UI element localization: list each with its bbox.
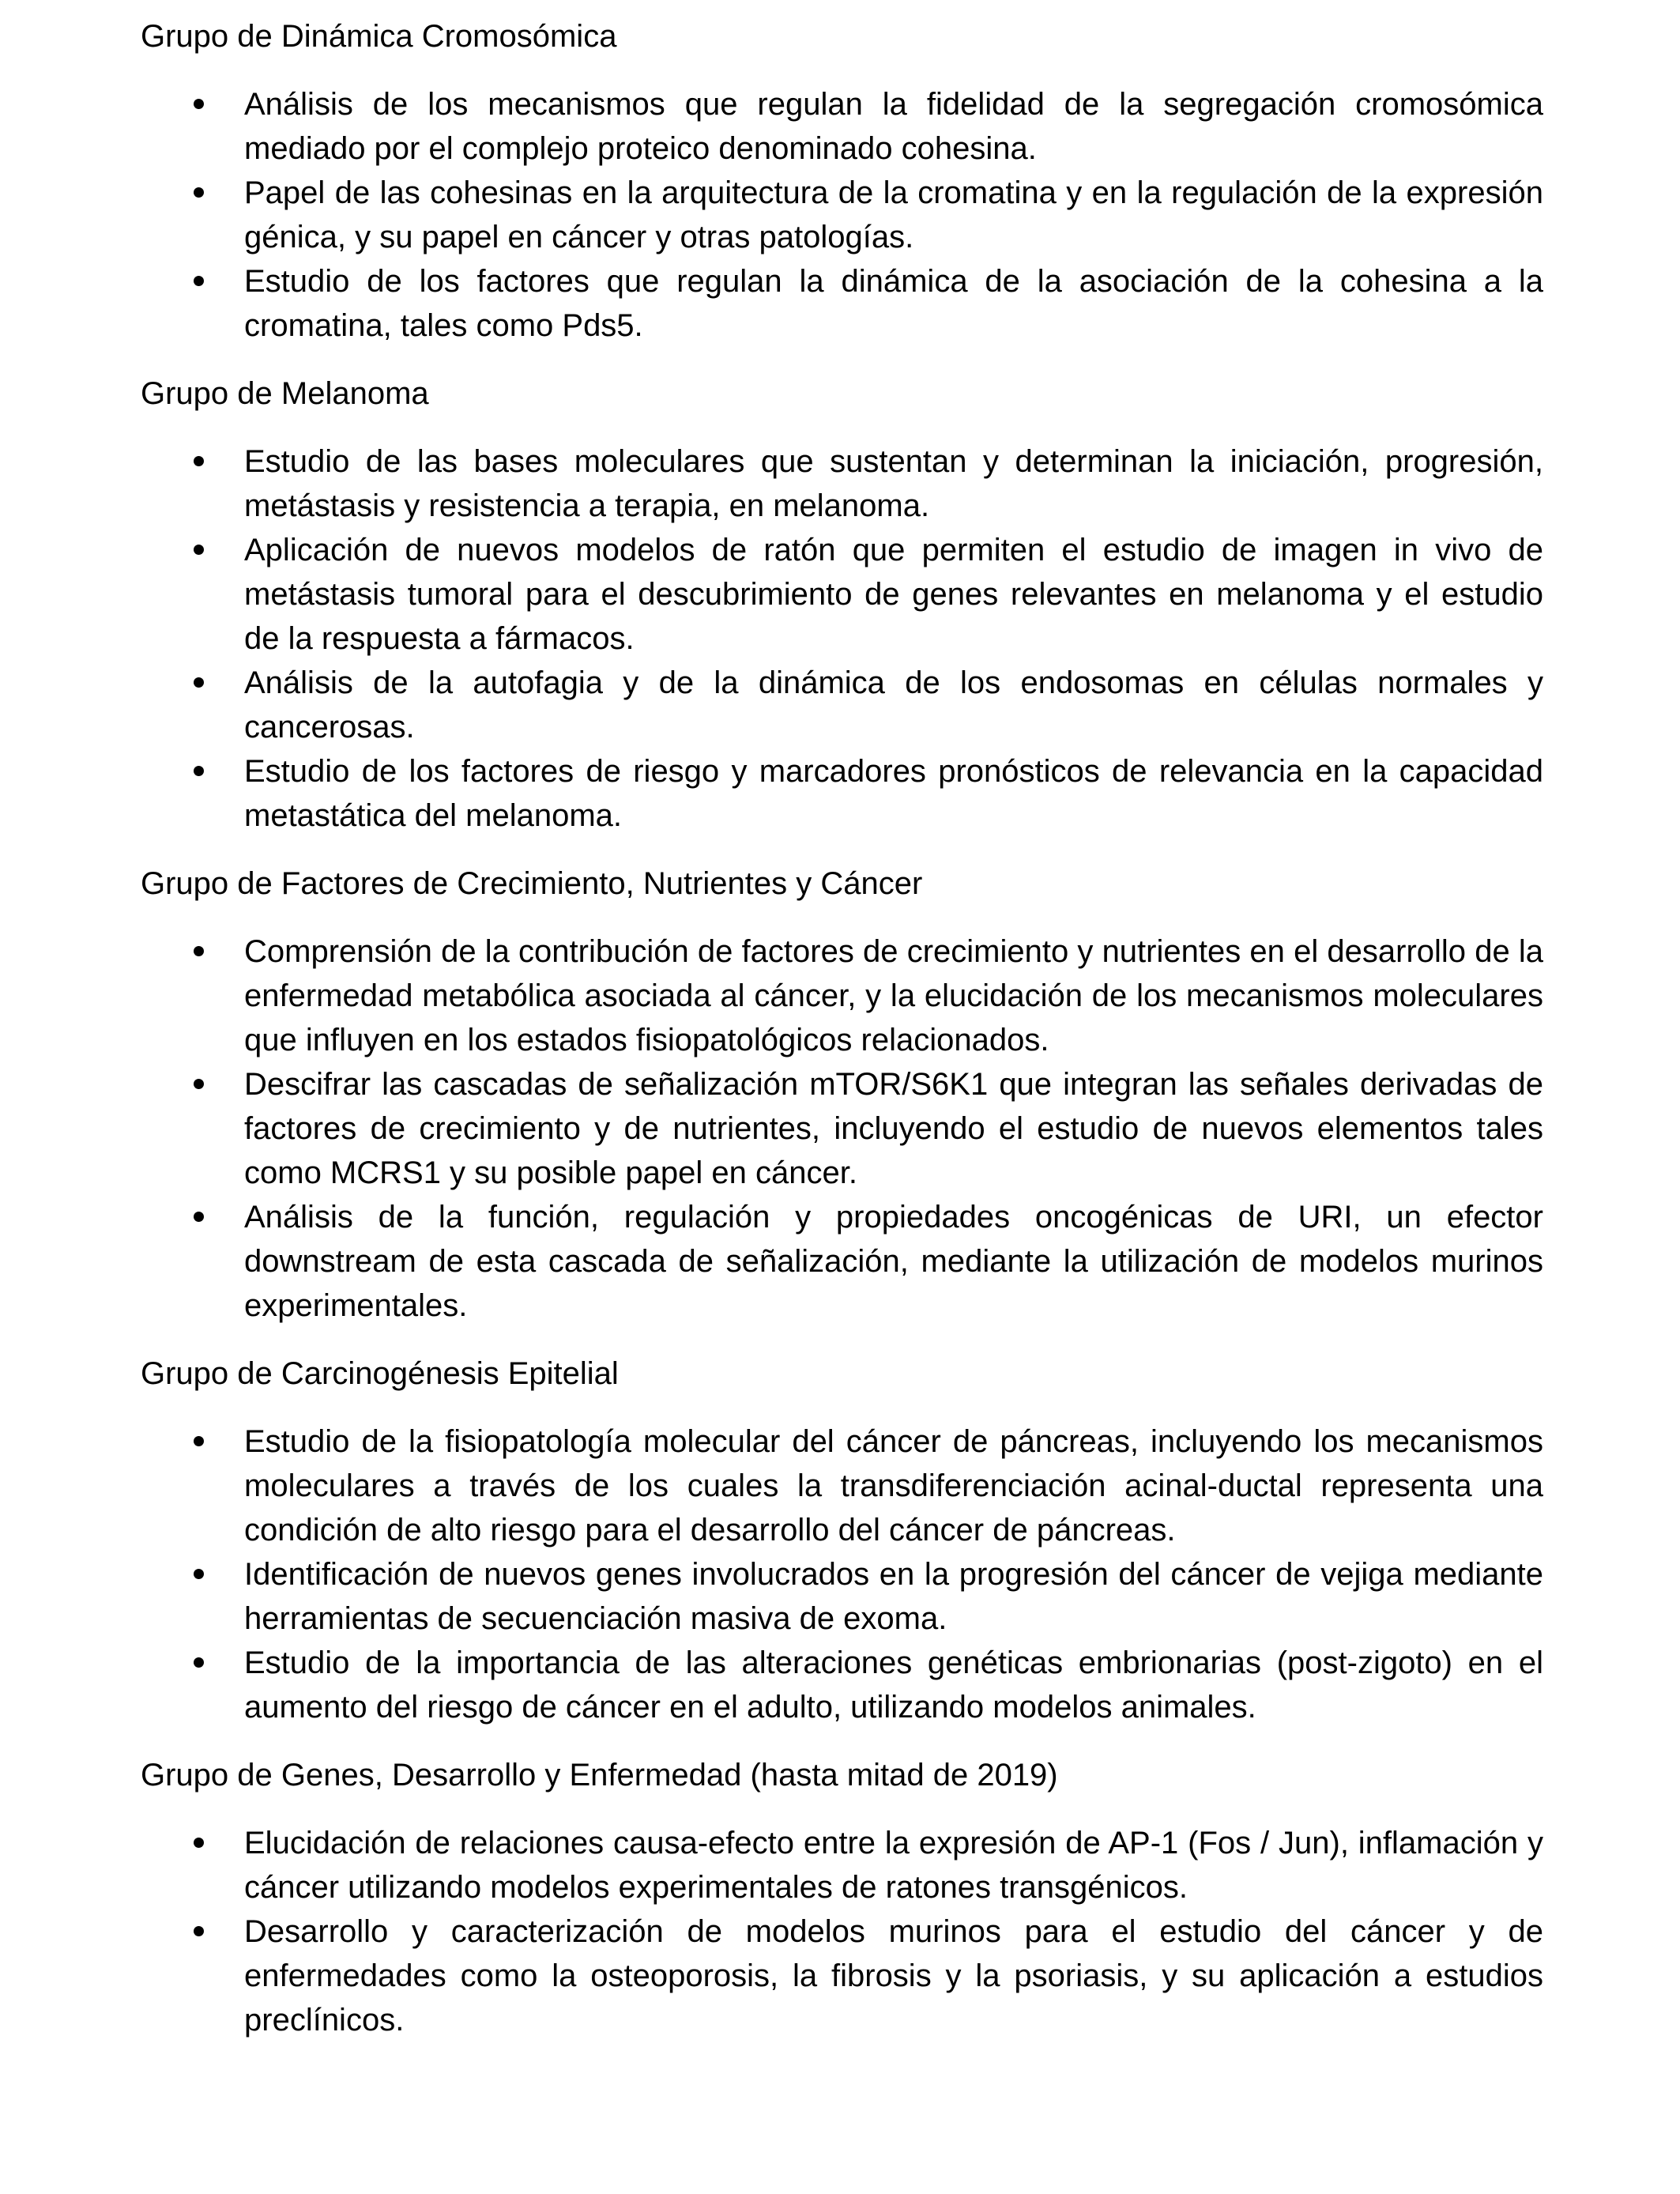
bullet-icon [194,1838,204,1848]
bullet-icon [194,1436,204,1446]
bullet-icon [194,99,204,109]
list-item-text: Estudio de la importancia de las alteraciones genéticas embrionarias (post-zigoto) en el aumento del riesgo de cáncer en el adulto, utilizando modelos animales. [244,1646,1543,1725]
bullet-icon [194,766,204,776]
list-item [141,929,1543,1062]
bullet-icon [194,456,204,466]
list-item-text: Estudio de las bases moleculares que sustentan y determinan la iniciación, progresión, metástasis y resistencia a terapia, en melanoma. [244,444,1543,523]
list-item [141,82,1543,171]
document-body [141,14,1543,2066]
bullet-icon [194,946,204,956]
list-item-text: Papel de las cohesinas en la arquitectura de la cromatina y en la regulación de la expresión génica, y su papel en cáncer y otras patologías. [244,175,1543,254]
list-item-text: Elucidación de relaciones causa-efecto entre la expresión de AP-1 (Fos / Jun), inflamación y cáncer utilizando modelos experimentales de ratones transgénicos. [244,1826,1543,1905]
list-item [141,439,1543,528]
list-item [141,259,1543,348]
bullet-list [141,82,1543,348]
list-item-text: Estudio de los factores de riesgo y marcadores pronósticos de relevancia en la capacidad metastática del melanoma. [244,754,1543,833]
list-item-text: Análisis de la autofagia y de la dinámica de los endosomas en células normales y cancerosas. [244,665,1543,745]
list-item [141,661,1543,749]
list-item-text: Estudio de la fisiopatología molecular del cáncer de páncreas, incluyendo los mecanismos moleculares a través de los cuales la transdiferenciación acinal-ductal representa una condición de alto riesgo para el desarrollo del cáncer de páncreas. [244,1424,1543,1547]
list-item-text: Aplicación de nuevos modelos de ratón que permiten el estudio de imagen in vivo de metástasis tumoral para el descubrimiento de genes relevantes en melanoma y el estudio de la respuesta a fármacos. [244,533,1543,656]
section-title: Grupo de Carcinogénesis Epitelial [141,1356,619,1391]
list-item [141,1909,1543,2042]
bullet-icon [194,1926,204,1936]
bullet-icon [194,187,204,198]
list-item [141,1062,1543,1195]
list-item-text: Estudio de los factores que regulan la dinámica de la asociación de la cohesina a la cromatina, tales como Pds5. [244,264,1543,343]
list-item-text: Análisis de los mecanismos que regulan la fidelidad de la segregación cromosómica mediado por el complejo proteico denominado cohesina. [244,87,1543,166]
list-item [141,171,1543,259]
list-item [141,1821,1543,1909]
list-item [141,749,1543,838]
list-item [141,1419,1543,1552]
list-item-text: Análisis de la función, regulación y propiedades oncogénicas de URI, un efector downstream de esta cascada de señalización, mediante la utilización de modelos murinos experimentales. [244,1200,1543,1323]
section-title: Grupo de Dinámica Cromosómica [141,19,617,54]
list-item-text: Comprensión de la contribución de factores de crecimiento y nutrientes en el desarrollo de la enfermedad metabólica asociada al cáncer, y la elucidación de los mecanismos moleculares que influyen en los estados fisiopatológicos relacionados. [244,934,1543,1057]
bullet-list [141,1419,1543,1729]
bullet-icon [194,1212,204,1222]
section-title: Grupo de Melanoma [141,376,429,411]
list-item-text: Identificación de nuevos genes involucrados en la progresión del cáncer de vejiga mediante herramientas de secuenciación masiva de exoma. [244,1557,1543,1636]
bullet-icon [194,677,204,688]
bullet-list [141,1821,1543,2042]
bullet-icon [194,1569,204,1579]
bullet-icon [194,1657,204,1668]
list-item [141,1552,1543,1641]
bullet-list [141,439,1543,838]
bullet-icon [194,545,204,555]
list-item-text: Desarrollo y caracterización de modelos murinos para el estudio del cáncer y de enfermedades como la osteoporosis, la fibrosis y la psoriasis, y su aplicación a estudios preclínicos. [244,1914,1543,2038]
list-item [141,1641,1543,1729]
section-title: Grupo de Factores de Crecimiento, Nutrientes y Cáncer [141,866,923,901]
section-title: Grupo de Genes, Desarrollo y Enfermedad (hasta mitad de 2019) [141,1758,1058,1793]
list-item [141,528,1543,661]
bullet-icon [194,1079,204,1089]
bullet-icon [194,276,204,286]
list-item [141,1195,1543,1328]
bullet-list [141,929,1543,1328]
list-item-text: Descifrar las cascadas de señalización mTOR/S6K1 que integran las señales derivadas de factores de crecimiento y de nutrientes, incluyendo el estudio de nuevos elementos tales como MCRS1 y su posible papel en cáncer. [244,1067,1543,1190]
